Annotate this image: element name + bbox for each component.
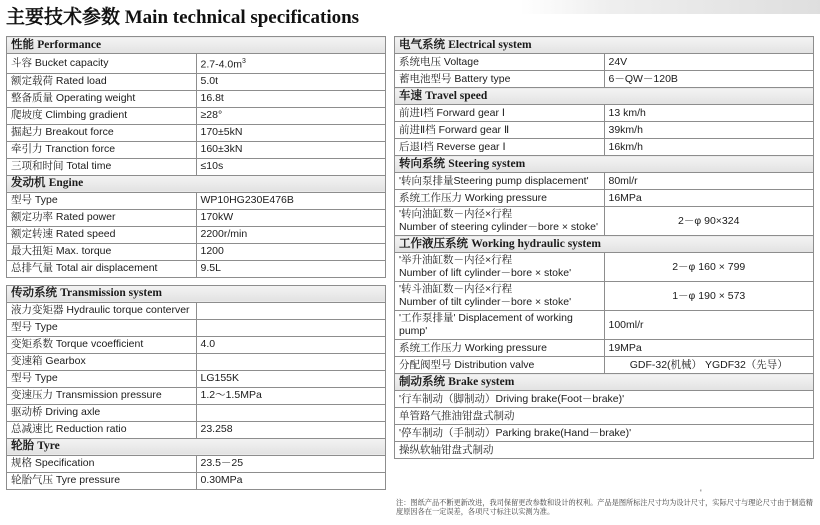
row-label: 牵引力 Tranction force [7, 141, 197, 158]
table-row [7, 192, 386, 209]
table-row [7, 260, 386, 277]
row-label: 额定载荷 Rated load [7, 73, 197, 90]
section-header-cn: 工作液压系统 [399, 237, 468, 250]
spacer-cell [7, 277, 386, 285]
row-value: 2－φ 160 × 799 [604, 253, 814, 282]
row-value: WP10HG230E476B [196, 192, 386, 209]
section-header [395, 156, 814, 173]
section-header-cn: 性能 [11, 38, 34, 51]
row-label: 蓄电池型号 Battery type [395, 71, 605, 88]
table-row [7, 319, 386, 336]
section-header-en: Engine [48, 177, 84, 189]
row-value: 0.30MPa [196, 472, 386, 489]
row-label-line2: Number of tilt cylinder－bore × stoke' [399, 296, 572, 308]
row-value: 1200 [196, 243, 386, 260]
row-label: 规格 Specification [7, 455, 197, 472]
row-label: 整备质量 Operating weight [7, 90, 197, 107]
row-value [196, 353, 386, 370]
table-row [7, 404, 386, 421]
row-label: 液力变矩器 Hydraulic torque conterver [7, 302, 197, 319]
row-value: LG155K [196, 370, 386, 387]
row-label: 总排气量 Total air displacement [7, 260, 197, 277]
table-row [395, 442, 814, 459]
row-label [395, 282, 605, 311]
row-label: 斗容 Bucket capacity [7, 54, 197, 74]
section-header [395, 374, 814, 391]
section-header [395, 37, 814, 54]
row-value: 160±3kN [196, 141, 386, 158]
left-column [6, 36, 386, 490]
row-label: 分配阀型号 Distribution valve [395, 357, 605, 374]
table-row [395, 311, 814, 340]
table-row [395, 253, 814, 282]
row-label: 系统电压 Voltage [395, 54, 605, 71]
row-label: 掘起力 Breakout force [7, 124, 197, 141]
row-value: 9.5L [196, 260, 386, 277]
table-row [395, 173, 814, 190]
section-header-en: Performance [37, 38, 102, 51]
table-row [7, 370, 386, 387]
left-spec-table [6, 36, 386, 490]
row-label: 最大扭矩 Max. torque [7, 243, 197, 260]
table-row [7, 302, 386, 319]
row-label-line2: Number of steering cylinder－bore × stoke' [399, 221, 598, 233]
row-value [196, 404, 386, 421]
table-row [7, 73, 386, 90]
right-spec-table [394, 36, 814, 459]
section-header-en: Tyre [37, 440, 60, 452]
table-row [7, 421, 386, 438]
section-header-cn: 传动系统 [11, 287, 57, 299]
section-header [7, 285, 386, 302]
section-header-cn: 发动机 [11, 177, 46, 189]
row-value: 2200r/min [196, 226, 386, 243]
row-value [196, 302, 386, 319]
row-value: ≥28° [196, 107, 386, 124]
section-header-en: Brake system [448, 375, 515, 388]
row-value: $2.7-4.0m^3$ [196, 54, 386, 74]
table-row [395, 282, 814, 311]
row-value: 170kW [196, 209, 386, 226]
row-label [395, 253, 605, 282]
table-row [395, 190, 814, 207]
row-value: 1.2～1.5MPa [196, 387, 386, 404]
row-label-line1: '举升油缸数－内径×行程 [399, 254, 513, 266]
row-value: 80ml/r [604, 173, 814, 190]
row-value: ≤10s [196, 158, 386, 175]
row-value: 2－φ 90×324 [604, 207, 814, 236]
section-header-cn: 电气系统 [399, 38, 445, 51]
row-value: 170±5kN [196, 124, 386, 141]
section-header-cn: 制动系统 [399, 375, 445, 388]
section-header-en: Travel speed [425, 89, 488, 102]
section-header-cn: 车速 [399, 89, 422, 102]
table-row [395, 207, 814, 236]
table-row [395, 425, 814, 442]
section-header-en: Working hydraulic system [471, 237, 601, 250]
row-value: 4.0 [196, 336, 386, 353]
row-value [196, 319, 386, 336]
row-label: 总减速比 Reduction ratio [7, 421, 197, 438]
table-row [7, 387, 386, 404]
row-value: 19MPa [604, 340, 814, 357]
table-row [395, 391, 814, 408]
row-label: 变速箱 Gearbox [7, 353, 197, 370]
row-label: 驱动桥 Driving axle [7, 404, 197, 421]
row-label: 型号 Type [7, 319, 197, 336]
row-label: 额定转速 Rated speed [7, 226, 197, 243]
table-row [7, 336, 386, 353]
tick-mark: ' [700, 488, 702, 498]
row-label: 型号 Type [7, 370, 197, 387]
table-row [395, 340, 814, 357]
table-row [7, 141, 386, 158]
row-label: 轮胎气压 Tyre pressure [7, 472, 197, 489]
row-label-line2: Number of lift cylinder－bore × stoke' [399, 267, 572, 279]
row-value: 23.258 [196, 421, 386, 438]
section-header [7, 37, 386, 54]
header-artifact [520, 0, 820, 14]
row-value: 13 km/h [604, 105, 814, 122]
row-label: 变矩系数 Torque vcoefficient [7, 336, 197, 353]
section-header [395, 88, 814, 105]
footnote: 注：图纸产品不断更新改进，我司保留更改参数和设计的权利。产品是图所标注尺寸均为设计尺寸，实际尺寸与理论尺寸由于制造精度原因各在一定误差，各项尺寸标注以实测为准。 [396, 498, 813, 516]
left-table-body [7, 37, 386, 490]
section-header-cn: 轮胎 [11, 440, 34, 452]
table-row [7, 54, 386, 74]
row-value: 16MPa [604, 190, 814, 207]
table-row [395, 54, 814, 71]
table-row [7, 353, 386, 370]
section-header [7, 175, 386, 192]
row-value: 16km/h [604, 139, 814, 156]
row-value: GDF-32(机械） YGDF32（先导） [604, 357, 814, 374]
row-label: 单管路气推油钳盘式制动 [395, 408, 814, 425]
section-header-cn: 转向系统 [399, 157, 445, 170]
row-label: 前进Ⅰ档 Forward gear Ⅰ [395, 105, 605, 122]
row-label: '转向泵排量Steering pump displacement' [395, 173, 605, 190]
row-value: 100ml/r [604, 311, 814, 340]
spacer-row [7, 277, 386, 285]
row-label-line1: '转斗油缸数－内径×行程 [399, 283, 513, 295]
row-label: 型号 Type [7, 192, 197, 209]
section-header-en: Steering system [448, 157, 526, 170]
table-row [395, 408, 814, 425]
table-row [395, 105, 814, 122]
spec-columns [6, 36, 814, 490]
section-header-en: Transmission system [60, 287, 162, 299]
row-value: 6－QW－120B [604, 71, 814, 88]
row-label: 系统工作压力 Working pressure [395, 340, 605, 357]
section-header [7, 438, 386, 455]
page-title: 主要技术参数 Main technical specifications [6, 7, 360, 28]
table-row [7, 124, 386, 141]
table-row [7, 243, 386, 260]
table-row [7, 472, 386, 489]
right-table-body [395, 37, 814, 459]
table-row [395, 71, 814, 88]
row-label: 变速压力 Transmission pressure [7, 387, 197, 404]
table-row [7, 226, 386, 243]
row-label: 系统工作压力 Working pressure [395, 190, 605, 207]
section-header-en: Electrical system [448, 38, 532, 51]
row-label: 操纵软轴钳盘式制动 [395, 442, 814, 459]
table-row [7, 158, 386, 175]
row-label: 后退Ⅰ档 Reverse gear Ⅰ [395, 139, 605, 156]
row-label: 爬坡度 Climbing gradient [7, 107, 197, 124]
row-label: '停车制动（手制动）Parking brake(Hand－brake)' [395, 425, 814, 442]
table-row [7, 107, 386, 124]
row-value: 23.5－25 [196, 455, 386, 472]
table-row [395, 139, 814, 156]
table-row [7, 455, 386, 472]
row-value: 39km/h [604, 122, 814, 139]
row-label: 三项和时间 Total time [7, 158, 197, 175]
table-row [395, 357, 814, 374]
row-label-line1: '转向油缸数－内径×行程 [399, 208, 513, 220]
row-value: 16.8t [196, 90, 386, 107]
section-header [395, 236, 814, 253]
row-label [395, 207, 605, 236]
table-row [7, 90, 386, 107]
row-value: 24V [604, 54, 814, 71]
row-label: '行车制动（脚制动）Driving brake(Foot－brake)' [395, 391, 814, 408]
table-row [7, 209, 386, 226]
row-label: 额定功率 Rated power [7, 209, 197, 226]
row-value: 5.0t [196, 73, 386, 90]
right-column [394, 36, 814, 490]
row-label: '工作泵排量' Displacement of working pump' [395, 311, 605, 340]
row-value: 1－φ 190 × 573 [604, 282, 814, 311]
table-row [395, 122, 814, 139]
row-label: 前进Ⅱ档 Forward gear Ⅱ [395, 122, 605, 139]
